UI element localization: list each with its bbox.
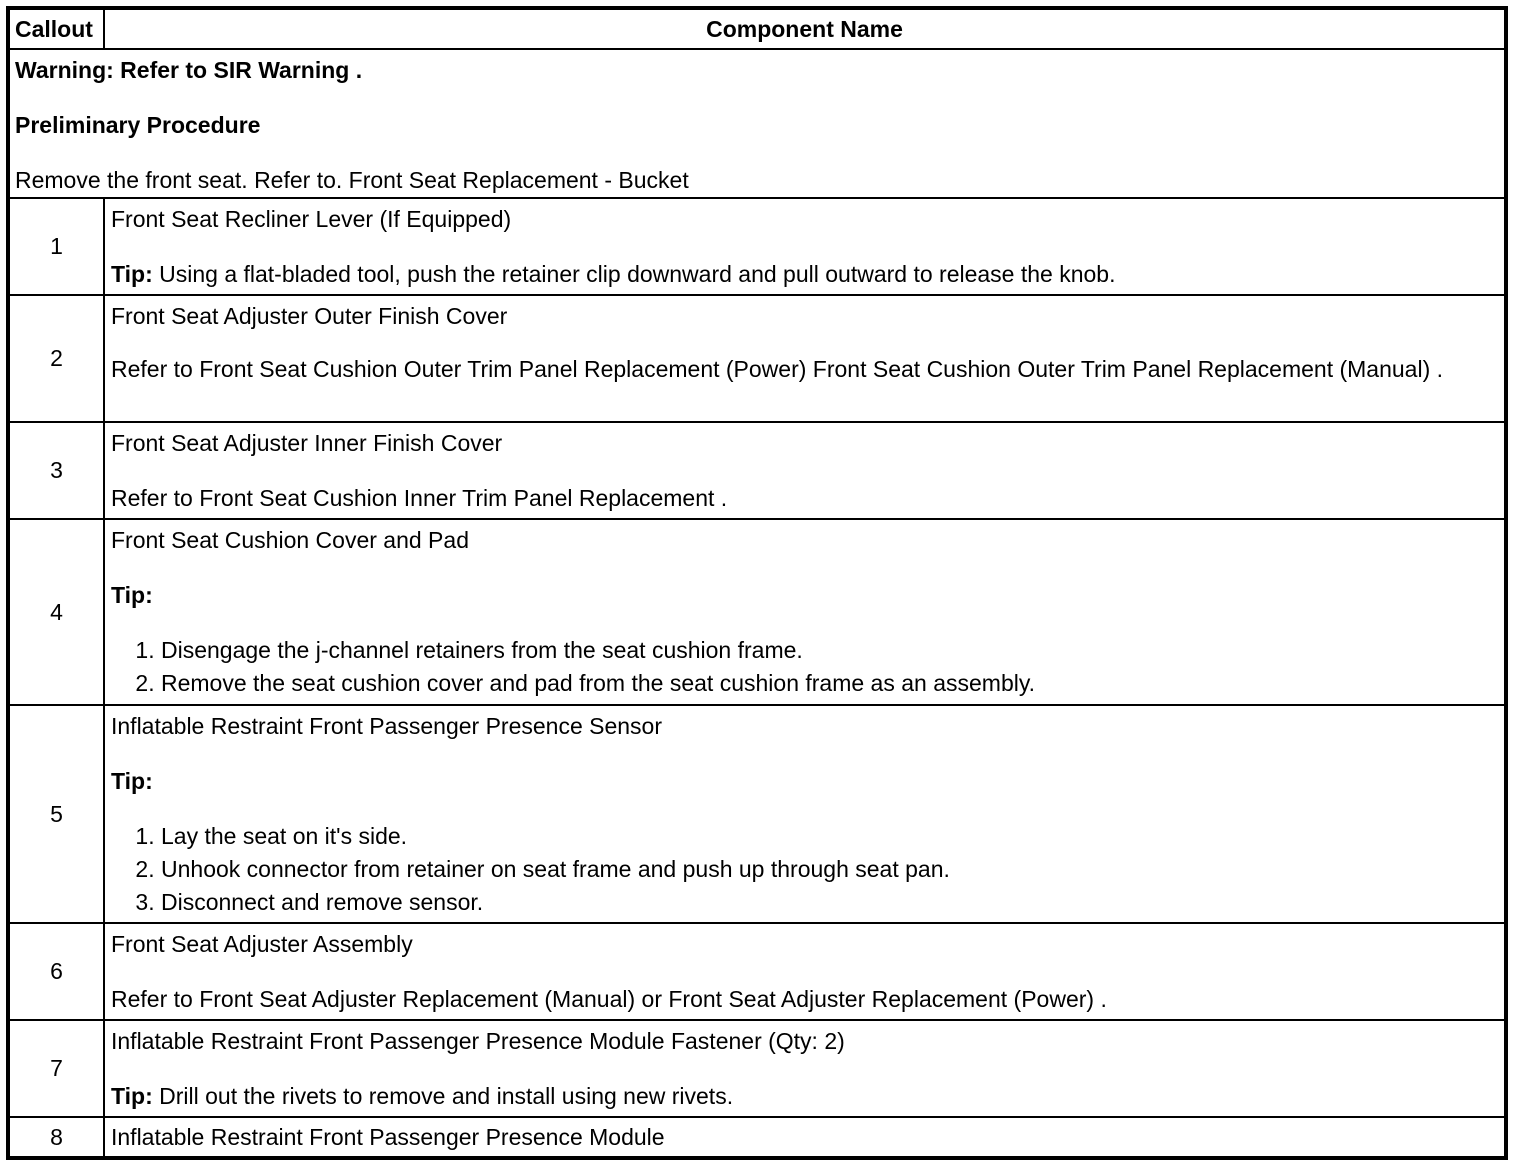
preamble-row [8, 49, 1506, 198]
preliminary-procedure-title: Preliminary Procedure [15, 112, 261, 138]
callout-number: 5 [8, 705, 104, 923]
callout-column-header: Callout [8, 8, 104, 49]
component-name: Inflatable Restraint Front Passenger Presence Module [111, 1123, 665, 1150]
tip-text: Using a flat-bladed tool, push the retainer clip downward and pull outward to release the knob. [152, 261, 1116, 287]
reference-note: Refer to Front Seat Cushion Inner Trim Panel Replacement . [111, 485, 728, 511]
component-cell [104, 1020, 1506, 1117]
table-row [8, 198, 1506, 295]
component-name: Front Seat Adjuster Inner Finish Cover [111, 430, 503, 456]
table-row [8, 295, 1506, 422]
preamble-cell [8, 49, 1506, 198]
component-name: Inflatable Restraint Front Passenger Presence Module Fastener (Qty: 2) [111, 1028, 845, 1054]
reference-note: Refer to Front Seat Cushion Outer Trim Panel Replacement (Power) Front Seat Cushion Outer Trim Panel Replacement (Manual) . [111, 356, 1444, 382]
callout-number: 8 [8, 1117, 104, 1158]
table-row [8, 923, 1506, 1020]
component-table [6, 6, 1508, 1160]
component-name: Front Seat Recliner Lever (If Equipped) [111, 206, 512, 232]
callout-number: 3 [8, 422, 104, 519]
component-cell [104, 705, 1506, 923]
step-item: 1. Disengage the j-channel retainers from the seat cushion frame. [161, 634, 1498, 667]
component-cell [104, 923, 1506, 1020]
callout-number: 1 [8, 198, 104, 295]
component-name: Inflatable Restraint Front Passenger Presence Sensor [111, 713, 663, 739]
tip-paragraph [111, 1080, 1498, 1113]
table-row [8, 705, 1506, 923]
tip-label: Tip: [111, 768, 153, 794]
step-item: 1. Lay the seat on it's side. [161, 820, 1498, 853]
component-cell [104, 422, 1506, 519]
warning-text: Warning: Refer to SIR Warning . [15, 57, 363, 83]
step-item: 2. Unhook connector from retainer on seat frame and push up through seat pan. [161, 853, 1498, 886]
header-row [8, 8, 1506, 49]
reference-note: Refer to Front Seat Adjuster Replacement (Manual) or Front Seat Adjuster Replacement (Power) . [111, 986, 1107, 1012]
component-cell [104, 519, 1506, 705]
steps-list [111, 820, 1498, 919]
callout-number: 7 [8, 1020, 104, 1117]
tip-paragraph [111, 258, 1498, 291]
steps-list [111, 634, 1498, 700]
callout-number: 4 [8, 519, 104, 705]
component-cell [104, 295, 1506, 422]
step-item: 2. Remove the seat cushion cover and pad from the seat cushion frame as an assembly. [161, 667, 1498, 700]
callout-number: 2 [8, 295, 104, 422]
component-cell [104, 198, 1506, 295]
tip-label: Tip: [111, 261, 153, 287]
preliminary-procedure-text: Remove the front seat. Refer to. Front Seat Replacement - Bucket [15, 167, 689, 193]
step-item: 3. Disconnect and remove sensor. [161, 886, 1498, 919]
component-name: Front Seat Cushion Cover and Pad [111, 527, 469, 553]
table-row [8, 1117, 1506, 1158]
callout-number: 6 [8, 923, 104, 1020]
component-cell [104, 1117, 1506, 1158]
table-row [8, 422, 1506, 519]
component-column-header: Component Name [104, 8, 1506, 49]
tip-label: Tip: [111, 1083, 153, 1109]
tip-label: Tip: [111, 582, 153, 608]
component-name: Front Seat Adjuster Outer Finish Cover [111, 303, 508, 329]
table-row [8, 1020, 1506, 1117]
component-name: Front Seat Adjuster Assembly [111, 931, 413, 957]
tip-text: Drill out the rivets to remove and install using new rivets. [152, 1083, 734, 1109]
table-row [8, 519, 1506, 705]
